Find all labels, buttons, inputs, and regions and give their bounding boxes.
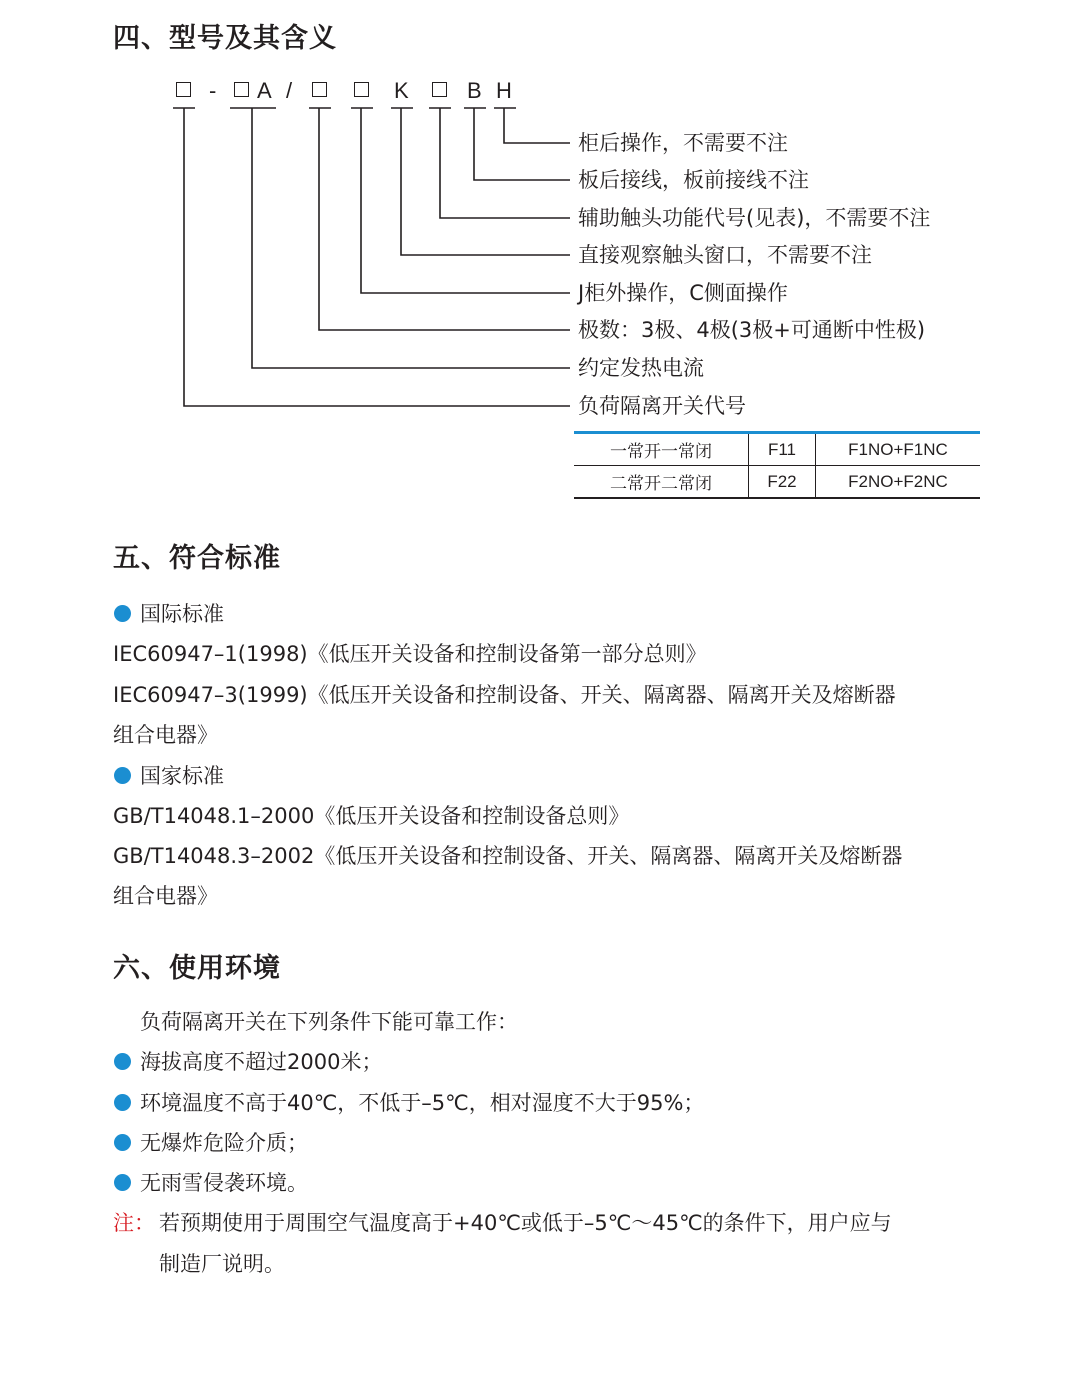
note-label: 注： xyxy=(113,1211,155,1235)
standard-line: GB/T14048.1–2000《低压开关设备和控制设备总则》 xyxy=(113,804,630,828)
bullet-icon xyxy=(114,1053,131,1070)
meaning-label: J柜外操作，C侧面操作 xyxy=(578,281,788,305)
leader-ops xyxy=(361,108,570,293)
table-cell: F2NO+F2NC xyxy=(816,466,981,499)
meaning-label: 直接观察触头窗口，不需要不注 xyxy=(578,243,872,267)
note-text: 若预期使用于周围空气温度高于+40℃或低于–5℃～45℃的条件下，用户应与 xyxy=(159,1211,892,1235)
section-title-standards: 五、符合标准 xyxy=(113,543,281,574)
code-h: H xyxy=(496,78,512,103)
leader-current xyxy=(252,108,570,368)
meaning-label: 负荷隔离开关代号 xyxy=(578,394,746,418)
section-title-model: 四、型号及其含义 xyxy=(113,23,337,54)
leader-h xyxy=(504,108,570,143)
leader-poles xyxy=(319,108,570,330)
meaning-label: 板后接线，板前接线不注 xyxy=(578,168,809,192)
table-cell: F11 xyxy=(749,433,816,466)
meaning-label: 极数：3极、4极(3极+可通断中性极) xyxy=(578,318,926,342)
standard-line: IEC60947–3(1999)《低压开关设备和控制设备、开关、隔离器、隔离开关及熔断器 xyxy=(113,683,896,707)
leader-k xyxy=(401,108,570,255)
table-cell: F1NO+F1NC xyxy=(816,433,981,466)
bullet-icon xyxy=(114,1174,131,1191)
meaning-label: 约定发热电流 xyxy=(578,356,704,380)
code-placeholder-box xyxy=(432,82,447,97)
code-placeholder-box xyxy=(312,82,327,97)
code-slash: / xyxy=(286,78,293,103)
environment-intro: 负荷隔离开关在下列条件下能可靠工作： xyxy=(140,1010,518,1034)
table-row xyxy=(574,433,980,466)
environment-item: 环境温度不高于40℃，不低于–5℃，相对湿度不大于95%； xyxy=(140,1091,705,1115)
environment-item: 海拔高度不超过2000米； xyxy=(140,1050,383,1074)
code-dash: - xyxy=(209,78,217,103)
leader-aux xyxy=(440,108,570,218)
table-cell: 一常开一常闭 xyxy=(610,442,712,461)
meaning-label: 辅助触头功能代号(见表)，不需要不注 xyxy=(578,206,931,230)
environment-item: 无爆炸危险介质； xyxy=(140,1131,308,1155)
section-title-environment: 六、使用环境 xyxy=(113,953,281,984)
standard-line: 组合电器》 xyxy=(113,884,218,908)
leader-b xyxy=(474,108,570,180)
note-text: 制造厂说明。 xyxy=(159,1252,285,1276)
bullet-icon xyxy=(114,1094,131,1111)
table-cell: F22 xyxy=(749,466,816,499)
standard-line: 组合电器》 xyxy=(113,723,218,747)
code-k: K xyxy=(394,78,409,103)
code-placeholder-box xyxy=(234,82,249,97)
code-b: B xyxy=(467,78,482,103)
bullet-icon xyxy=(114,1134,131,1151)
table-cell: 二常开二常闭 xyxy=(574,466,749,499)
model-code-diagram xyxy=(0,0,1080,520)
standard-line: IEC60947–1(1998)《低压开关设备和控制设备第一部分总则》 xyxy=(113,642,707,666)
bullet-icon xyxy=(114,767,131,784)
intl-standards-label: 国际标准 xyxy=(140,602,224,626)
code-a: A xyxy=(257,78,272,103)
code-placeholder-box xyxy=(176,82,191,97)
national-standards-label: 国家标准 xyxy=(140,764,224,788)
standard-line: GB/T14048.3–2002《低压开关设备和控制设备、开关、隔离器、隔离开关及熔断器 xyxy=(113,844,903,868)
meaning-label: 柜后操作，不需要不注 xyxy=(578,131,788,155)
leader-code xyxy=(184,108,570,406)
code-placeholder-box xyxy=(354,82,369,97)
aux-contact-table xyxy=(574,431,980,499)
environment-item: 无雨雪侵袭环境。 xyxy=(140,1171,308,1195)
table-row xyxy=(574,466,980,499)
bullet-icon xyxy=(114,605,131,622)
